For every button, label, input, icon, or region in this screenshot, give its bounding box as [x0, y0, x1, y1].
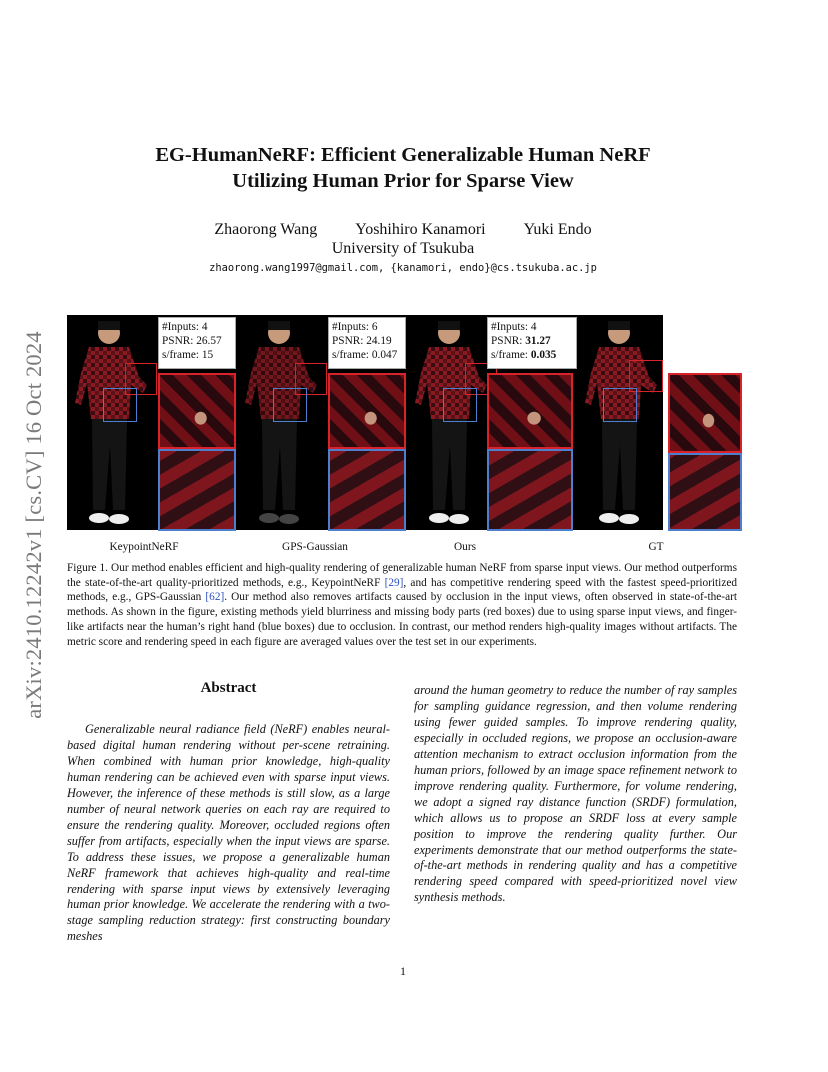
panel-gt	[577, 315, 737, 530]
panel-ours	[407, 315, 577, 530]
teaser-figure	[67, 315, 737, 532]
affiliation: University of Tsukuba	[331, 240, 475, 257]
title-line-1: EG-HumanNeRF: Efficient Generalizable Human NeRF	[155, 144, 651, 166]
citation-link-29[interactable]: [29]	[384, 576, 404, 589]
human-figure-4	[577, 315, 667, 530]
email-line: zhaorong.wang1997@gmail.com, {kanamori, endo}@cs.tsukuba.ac.jp	[209, 262, 597, 274]
abstract-right-column: around the human geometry to reduce the number of ray samples for sampling guidance regression, and then volume rendering using fewer guided samples. To improve rendering quality, especially in occluded regions, we propose an occlusion-aware attention mechanism to extract occlusion information from the human priors, followed by an image space refinement network to improve rendering quality. Furthermore, for volume rendering, we adopt a signed ray distance function (SRDF) formulation, which allows us to propose an SRDF loss at every sample position to improve the rendering quality further. Our experiments demonstrate that our method outperforms the state-of-the-art methods in rendering quality and has a competitive rendering speed compared with speed-prioritized novel view synthesis methods.	[414, 683, 737, 905]
metrics-box-1: #Inputs: 4 PSNR: 26.57 s/frame: 15	[158, 317, 236, 369]
page-number: 1	[400, 964, 406, 978]
crop-blue-3	[487, 449, 573, 531]
crop-blue-1	[158, 449, 236, 531]
arxiv-stamp: arXiv:2410.12242v1 [cs.CV] 16 Oct 2024	[21, 331, 46, 719]
crop-blue-2	[328, 449, 406, 531]
human-figure-2	[237, 315, 327, 530]
label-ours: Ours	[454, 541, 476, 553]
author-2: Yoshihiro Kanamori	[355, 221, 486, 238]
panel-gps-gaussian	[237, 315, 407, 530]
figure-caption: Figure 1. Our method enables efficient and high-quality rendering of generalizable human NeRF from sparse input views. Our method outperforms the state-of-the-art quality-prioritized methods, e.g., KeypointNeRF [29], and has competitive rendering speed with the fastest speed-prioritized methods, e.g., GPS-Gaussian [62]. Our method also removes artifacts caused by occlusion in the input views, often observed in state-of-the-art methods. As shown in the figure, existing methods yield blurriness and missing body parts (red boxes) due to using sparse input views, and finger-like artifacts near the human’s right hand (blue boxes) due to occlusion. In contrast, our method renders high-quality images without artifacts. The metric score and rendering speed in each figure are averaged values over the test set in our experiments.	[67, 562, 737, 648]
title-line-2: Utilizing Human Prior for Sparse View	[232, 170, 574, 192]
label-gt: GT	[648, 541, 664, 553]
human-figure-1	[67, 315, 157, 530]
label-keypointnerf: KeypointNeRF	[109, 541, 179, 553]
crop-red-3	[487, 373, 573, 449]
human-figure-3	[407, 315, 497, 530]
metrics-box-3: #Inputs: 4 PSNR: 31.27 s/frame: 0.035	[487, 317, 577, 369]
author-1: Zhaorong Wang	[214, 221, 318, 238]
author-3: Yuki Endo	[523, 221, 592, 238]
author-names	[90, 220, 716, 239]
crop-red-4	[668, 373, 742, 453]
paper-title	[90, 142, 716, 194]
author-block	[90, 220, 716, 258]
crop-red-2	[328, 373, 406, 449]
abstract-left-column: Generalizable neural radiance field (NeRF) enables neural-based digital human rendering without per-scene retraining. When combined with human prior knowledge, high-quality human rendering can be achieved even with sparse input views. However, the inference of these methods is still slow, as a large number of neural network queries on each ray are required to ensure the rendering quality. Moreover, occluded regions often suffer from artifacts, especially when the input views are sparse. To address these issues, we propose a generalizable human NeRF framework that achieves high-quality and real-time rendering with sparse input views by extensively leveraging human prior knowledge. We accelerate the rendering with a two-stage sampling reduction strategy: first constructing boundary meshes	[67, 722, 390, 944]
crop-red-1	[158, 373, 236, 449]
abstract-heading: Abstract	[200, 680, 257, 696]
figure-labels	[67, 541, 737, 557]
citation-link-62[interactable]: [62]	[205, 591, 225, 604]
metrics-box-2: #Inputs: 6 PSNR: 24.19 s/frame: 0.047	[328, 317, 406, 369]
panel-keypointnerf	[67, 315, 237, 530]
label-gps-gaussian: GPS-Gaussian	[282, 541, 348, 553]
crop-blue-4	[668, 453, 742, 531]
